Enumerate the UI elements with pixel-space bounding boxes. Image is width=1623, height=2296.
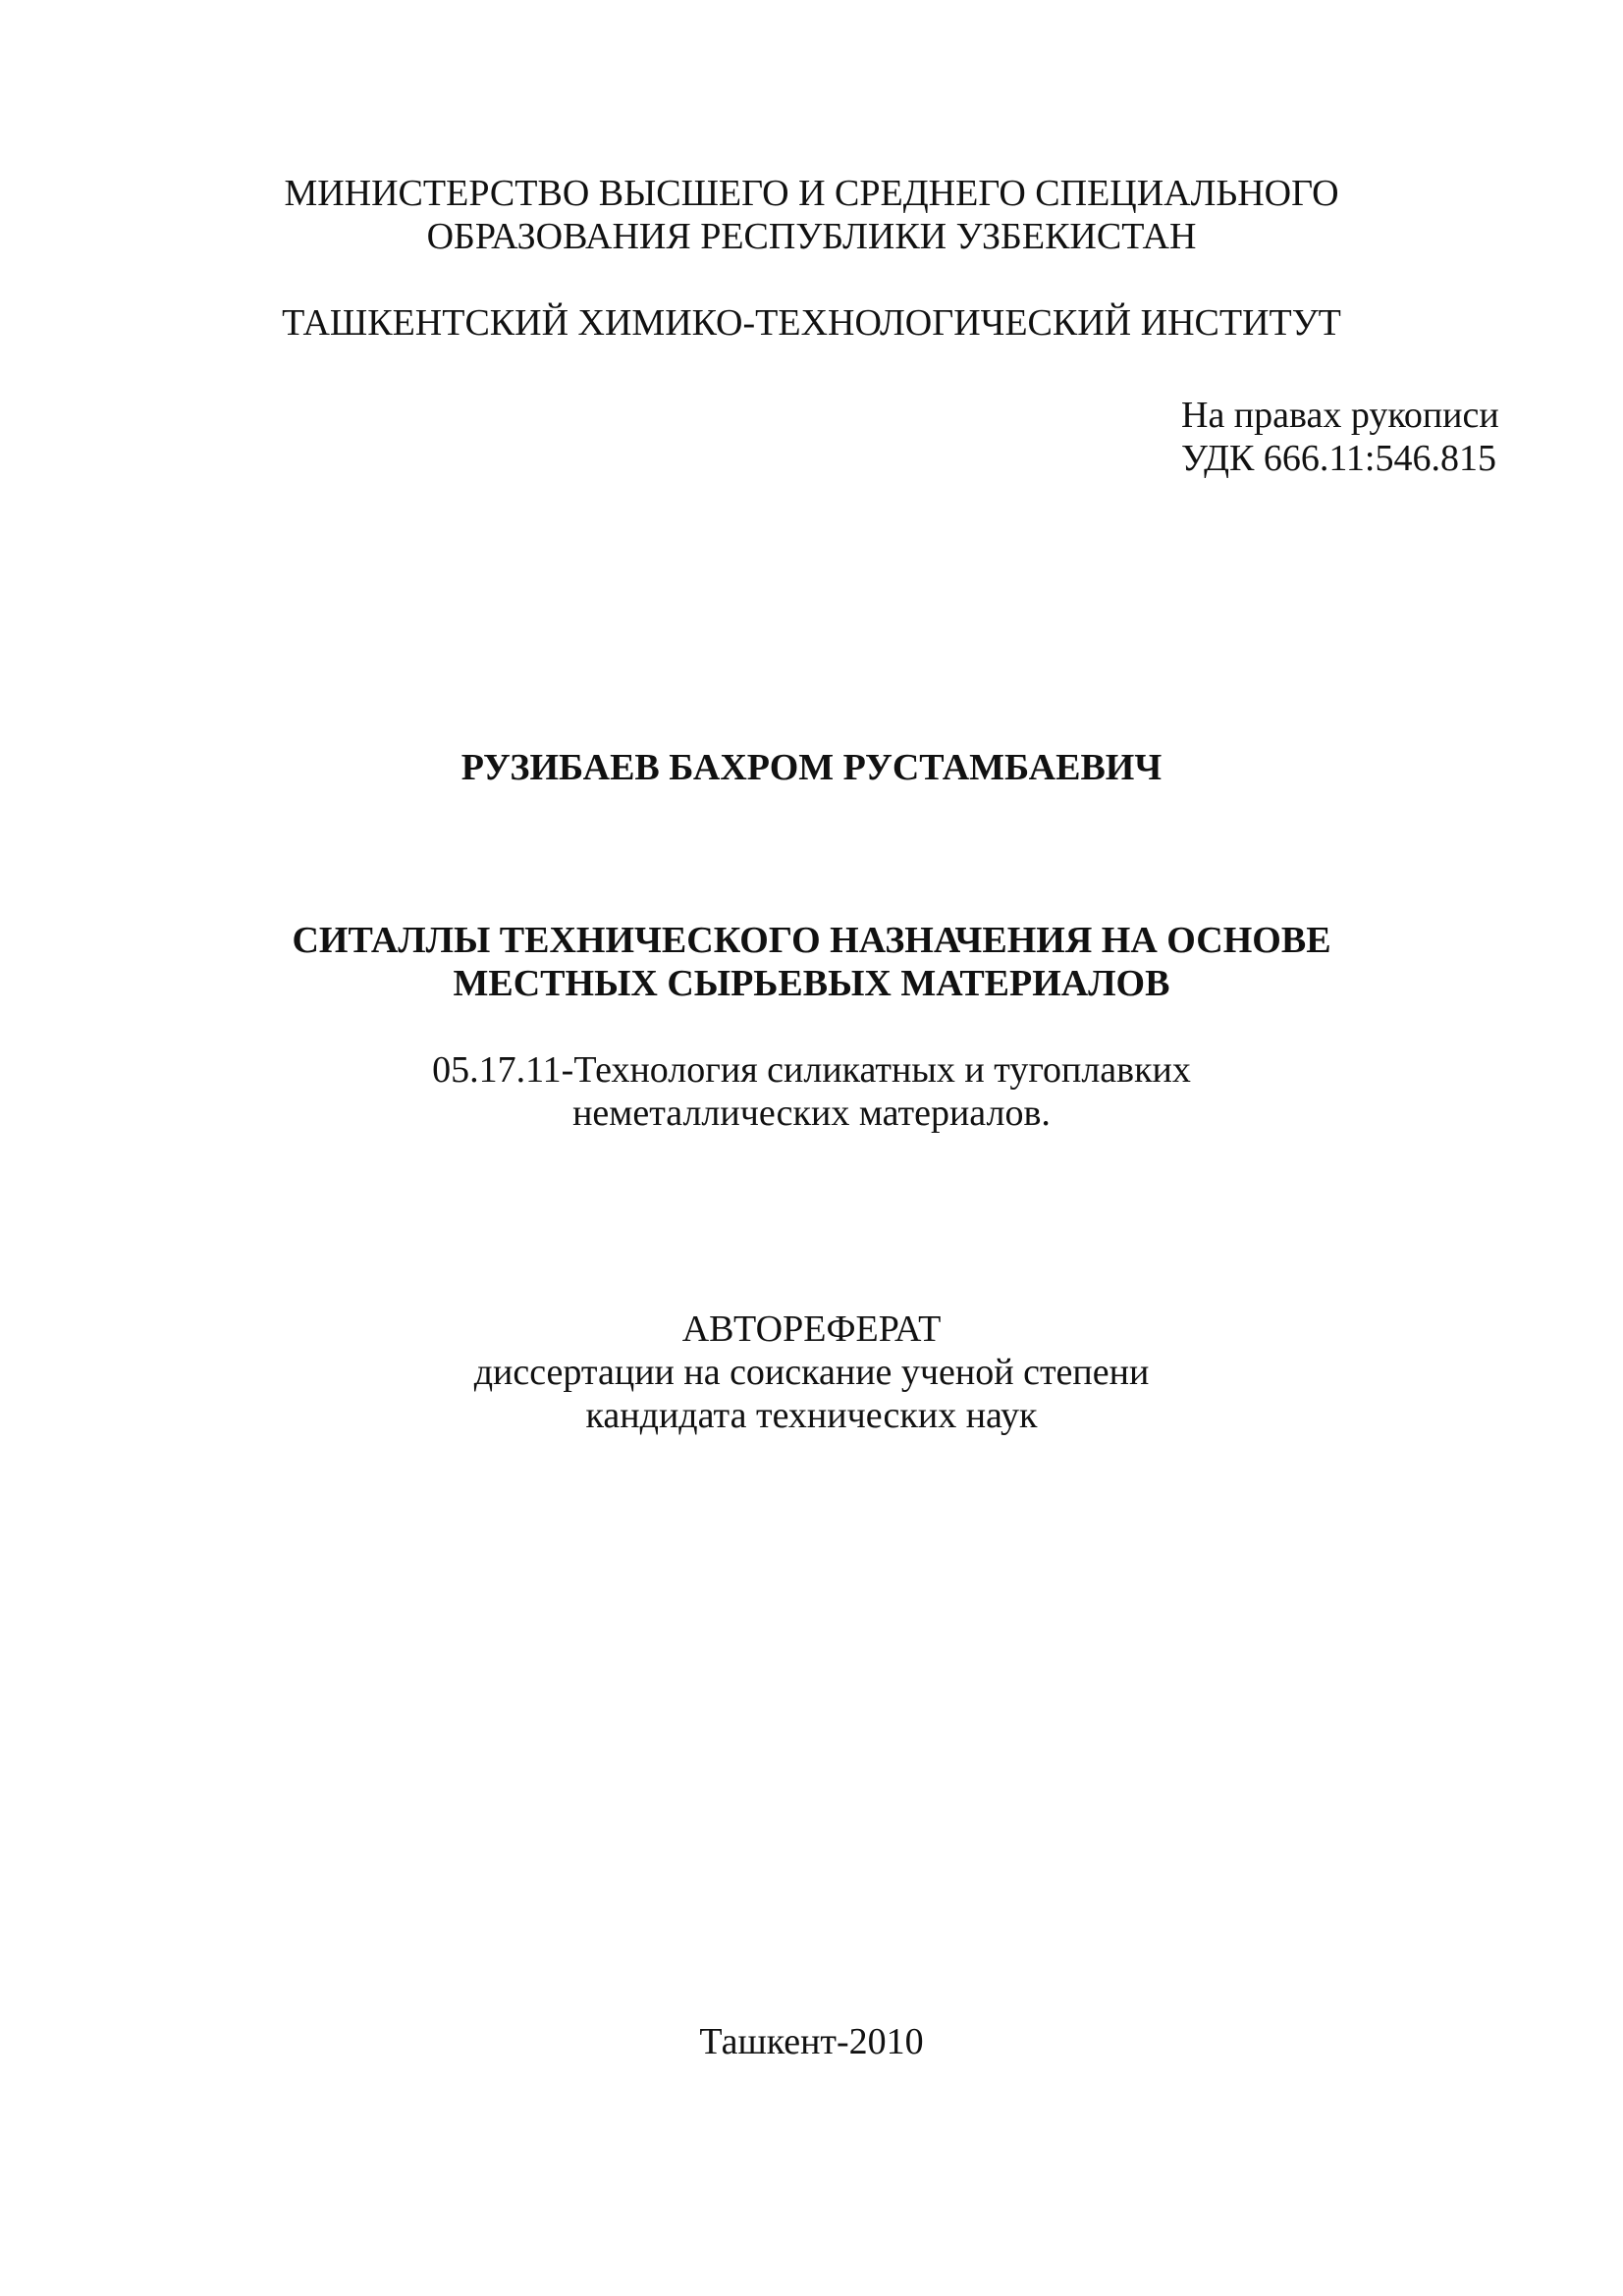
place-year — [0, 2020, 1623, 2063]
specialty — [0, 1048, 1623, 1135]
specialty-line-1: 05.17.11-Технология силикатных и тугоплавких — [432, 1049, 1191, 1091]
title-line-2: МЕСТНЫХ СЫРЬЕВЫХ МАТЕРИАЛОВ — [453, 963, 1170, 1004]
author-line: РУЗИБАЕВ БАХРОМ РУСТАМБАЕВИЧ — [460, 747, 1163, 788]
specialty-line-2: неметаллических материалов. — [572, 1093, 1051, 1134]
manuscript-info — [1181, 394, 1535, 480]
ministry-line-2: ОБРАЗОВАНИЯ РЕСПУБЛИКИ УЗБЕКИСТАН — [426, 216, 1197, 257]
abstract-line-1: диссертации на соискание ученой степени — [473, 1352, 1150, 1393]
place-year-line: Ташкент-2010 — [699, 2021, 924, 2062]
ministry-header — [0, 172, 1623, 258]
abstract-line-2: кандидата технических наук — [585, 1395, 1038, 1436]
institute-line: ТАШКЕНТСКИЙ ХИМИКО-ТЕХНОЛОГИЧЕСКИЙ ИНСТИТУТ — [282, 302, 1341, 344]
title-line-1: СИТАЛЛЫ ТЕХНИЧЕСКОГО НАЗНАЧЕНИЯ НА ОСНОВЕ — [292, 920, 1331, 961]
author-name — [0, 746, 1623, 789]
udc-code: УДК 666.11:546.815 — [1181, 438, 1496, 479]
institute-name — [0, 301, 1623, 345]
abstract-section — [0, 1308, 1623, 1437]
manuscript-rights: На правах рукописи — [1181, 395, 1499, 436]
thesis-title — [0, 919, 1623, 1005]
ministry-line-1: МИНИСТЕРСТВО ВЫСШЕГО И СРЕДНЕГО СПЕЦИАЛЬНОГО — [284, 173, 1339, 214]
abstract-heading: АВТОРЕФЕРАТ — [681, 1308, 942, 1350]
